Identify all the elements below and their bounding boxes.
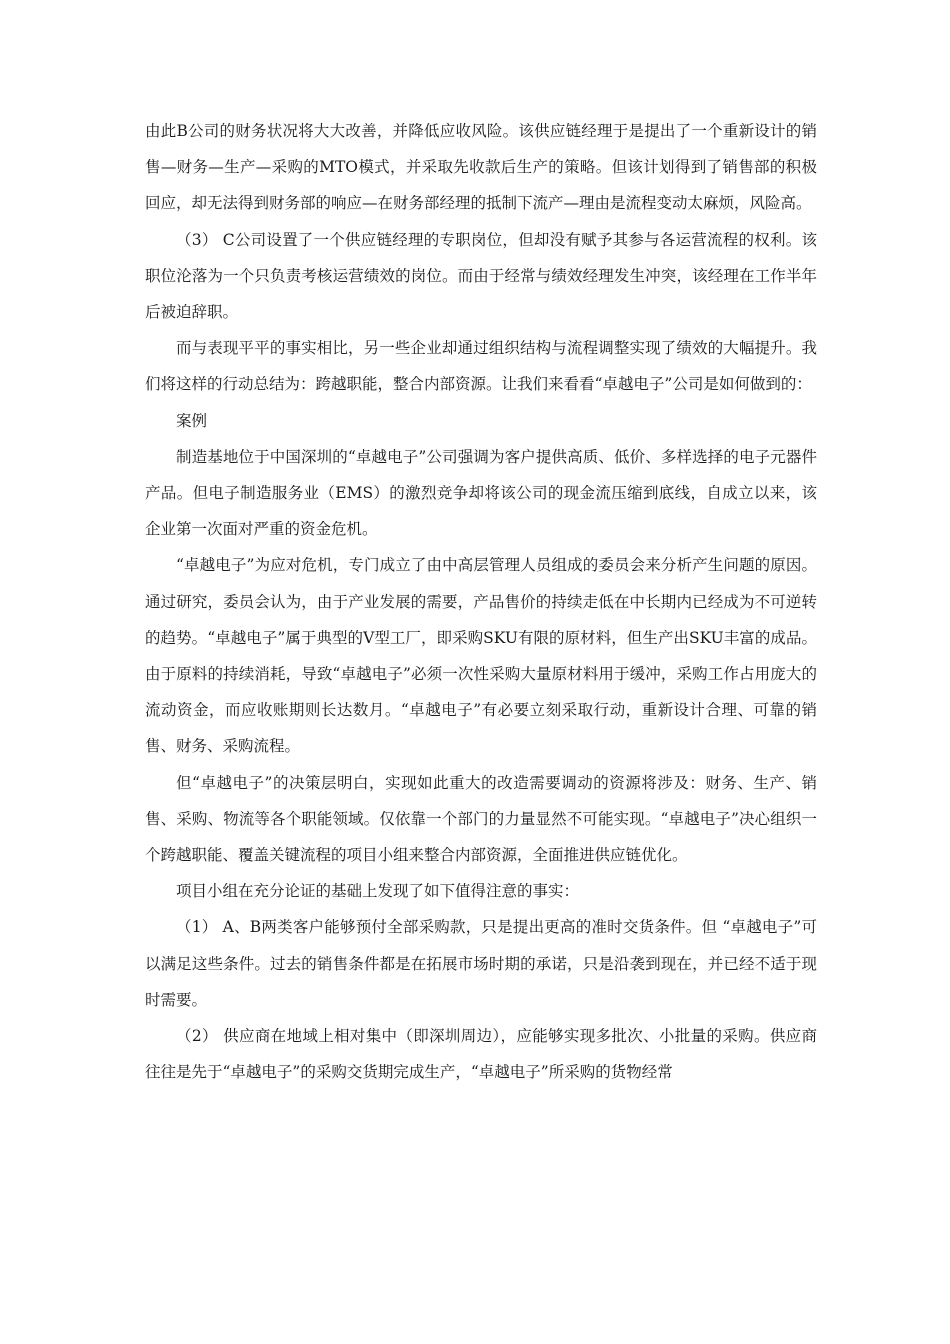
paragraph-finding-1: （1） A、B两类客户能够预付全部采购款，只是提出更高的准时交货条件。但 “卓越电子”可以满足这些条件。过去的销售条件都是在拓展市场时期的承诺，只是沿袭到现在，并已经不适于现时需要。 <box>145 918 817 1009</box>
document-body <box>145 113 817 1090</box>
paragraph-crisis-analysis: “卓越电子”为应对危机，专门成立了由中高层管理人员组成的委员会来分析产生问题的原因。通过研究，委员会认为，由于产业发展的需要，产品售价的持续走低在中长期内已经成为不可逆转的趋势。“卓越电子”属于典型的V型工厂，即采购SKU有限的原材料，但生产出SKU丰富的成品。由于原料的持续消耗，导致“卓越电子”必须一次性采购大量原材料用于缓冲，采购工作占用庞大的流动资金，而应收账期则长达数月。“卓越电子”有必要立刻采取行动，重新设计合理、可靠的销售、财务、采购流程。 <box>145 556 817 756</box>
paragraph-findings-intro: 项目小组在充分论证的基础上发现了如下值得注意的事实： <box>176 882 580 901</box>
paragraph-continuation: 由此B公司的财务状况将大大改善，并降低应收风险。该供应链经理于是提出了一个重新设计的销售—财务—生产—采购的MTO模式，并采取先收款后生产的策略。但该计划得到了销售部的积极回应，却无法得到财务部的响应—在财务部经理的抵制下流产—理由是流程变动太麻烦，风险高。 <box>145 122 817 213</box>
paragraph-item-3: （3） C公司设置了一个供应链经理的专职岗位，但却没有赋予其参与各运营流程的权利。该职位沦落为一个只负责考核运营绩效的岗位。而由于经常与绩效经理发生冲突，该经理在工作半年后被迫辞职。 <box>145 230 817 322</box>
paragraph-transition: 而与表现平平的事实相比，另一些企业却通过组织结构与流程调整实现了绩效的大幅提升。我们将这样的行动总结为：跨越职能，整合内部资源。让我们来看看“卓越电子”公司是如何做到的： <box>145 339 817 394</box>
paragraph-finding-2: （2） 供应商在地域上相对集中（即深圳周边），应能够实现多批次、小批量的采购。供应商往往是先于“卓越电子”的采购交货期完成生产，“卓越电子”所采购的货物经常 <box>145 1027 817 1082</box>
paragraph-cross-functional: 但“卓越电子”的决策层明白，实现如此重大的改造需要调动的资源将涉及：财务、生产、销售、采购、物流等各个职能领域。仅依靠一个部门的力量显然不可能实现。“卓越电子”决心组织一个跨越职能、覆盖关键流程的项目小组来整合内部资源，全面推进供应链优化。 <box>145 773 817 865</box>
case-heading: 案例 <box>176 411 208 430</box>
paragraph-case-intro: 制造基地位于中国深圳的“卓越电子”公司强调为客户提供高质、低价、多样选择的电子元器件产品。但电子制造服务业（EMS）的激烈竞争却将该公司的现金流压缩到底线，自成立以来，该企业第一次面对严重的资金危机。 <box>145 447 817 539</box>
